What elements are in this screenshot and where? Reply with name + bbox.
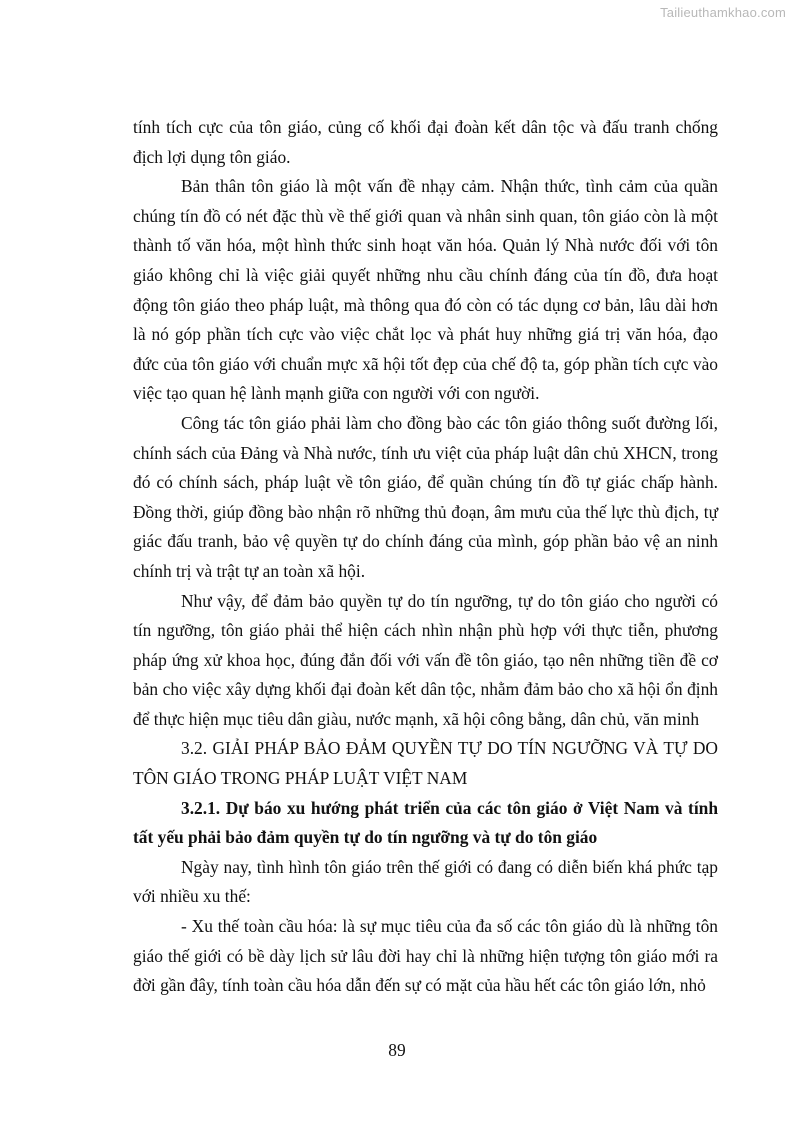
page-body	[133, 113, 718, 1001]
subsection-heading: 3.2.1. Dự báo xu hướng phát triển của các tôn giáo ở Việt Nam và tính tất yếu phải bảo đảm quyền tự do tín ngưỡng và tự do tôn giáo	[133, 797, 718, 848]
paragraph: Ngày nay, tình hình tôn giáo trên thế giới có đang có diễn biến khá phức tạp với nhiều xu thế:	[133, 856, 718, 907]
page-number: 89	[388, 1040, 406, 1060]
paragraph-continuation: tính tích cực của tôn giáo, củng cố khối đại đoàn kết dân tộc và đấu tranh chống địch lợi dụng tôn giáo.	[133, 117, 718, 167]
paragraph: Như vậy, để đảm bảo quyền tự do tín ngưỡng, tự do tôn giáo cho người có tín ngưỡng, tôn giáo phải thể hiện cách nhìn nhận phù hợp với thực tiễn, phương pháp ứng xử khoa học, đúng đắn đối với vấn đề tôn giáo, tạo nên những tiền đề cơ bản cho việc xây dựng khối đại đoàn kết dân tộc, nhằm đảm bảo cho xã hội ổn định để thực hiện mục tiêu dân giàu, nước mạnh, xã hội công bằng, dân chủ, văn minh	[133, 590, 718, 729]
section-heading: 3.2. GIẢI PHÁP BẢO ĐẢM QUYỀN TỰ DO TÍN NGƯỠNG VÀ TỰ DO TÔN GIÁO TRONG PHÁP LUẬT VIỆT NAM	[133, 738, 718, 789]
paragraph: - Xu thế toàn cầu hóa: là sự mục tiêu của đa số các tôn giáo dù là những tôn giáo thế giới có bề dày lịch sử lâu đời hay chỉ là những hiện tượng tôn giáo mới ra đời gần đây, tính toàn cầu hóa dẫn đến sự có mặt của hầu hết các tôn giáo lớn, nhỏ	[133, 916, 718, 996]
paragraph: Bản thân tôn giáo là một vấn đề nhạy cảm. Nhận thức, tình cảm của quần chúng tín đồ có nét đặc thù về thế giới quan và nhân sinh quan, tôn giáo còn là một thành tố văn hóa, một hình thức sinh hoạt văn hóa. Quản lý Nhà nước đối với tôn giáo không chỉ là việc giải quyết những nhu cầu chính đáng của tín đồ, đưa hoạt động tôn giáo theo pháp luật, mà thông qua đó còn có tác dụng cơ bản, lâu dài hơn là nó góp phần tích cực vào việc chắt lọc và phát huy những giá trị văn hóa, đạo đức của tôn giáo với chuẩn mực xã hội tốt đẹp của chế độ ta, góp phần tích cực vào việc tạo quan hệ lành mạnh giữa con người với con người.	[133, 176, 718, 404]
paragraph: Công tác tôn giáo phải làm cho đồng bào các tôn giáo thông suốt đường lối, chính sách của Đảng và Nhà nước, tính ưu việt của pháp luật dân chủ XHCN, trong đó có chính sách, pháp luật về tôn giáo, để quần chúng tín đồ tự giác chấp hành. Đồng thời, giúp đồng bào nhận rõ những thủ đoạn, âm mưu của thế lực thù địch, tự giác đấu tranh, bảo vệ quyền tự do chính đáng của mình, góp phần bảo vệ an ninh chính trị và trật tự an toàn xã hội.	[133, 412, 718, 581]
watermark: Tailieuthamkhao.com	[660, 5, 786, 20]
